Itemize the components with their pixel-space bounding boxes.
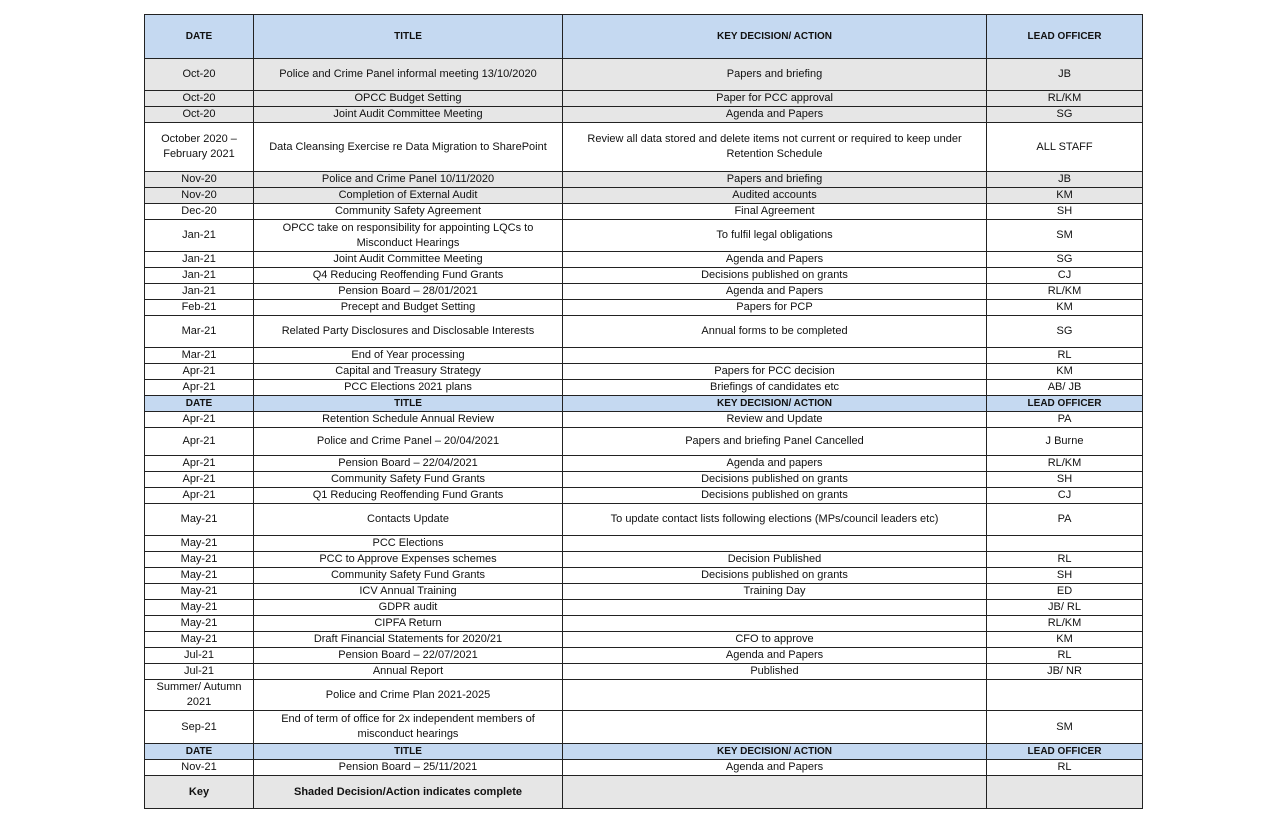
table-row	[145, 300, 1143, 316]
cell-title: Contacts Update	[254, 504, 563, 536]
cell-date: Apr-21	[145, 428, 254, 456]
cell-date: Oct-20	[145, 59, 254, 91]
cell-title: Police and Crime Plan 2021-2025	[254, 680, 563, 711]
table-row	[145, 364, 1143, 380]
cell-title: Police and Crime Panel 10/11/2020	[254, 172, 563, 188]
cell-title: End of term of office for 2x independent members of misconduct hearings	[254, 711, 563, 744]
cell-title: Community Safety Fund Grants	[254, 568, 563, 584]
table-row	[145, 648, 1143, 664]
cell-title: Capital and Treasury Strategy	[254, 364, 563, 380]
header-title: TITLE	[254, 396, 563, 412]
cell-action: Papers for PCC decision	[563, 364, 987, 380]
cell-title: Q1 Reducing Reoffending Fund Grants	[254, 488, 563, 504]
cell-action: Papers for PCP	[563, 300, 987, 316]
cell-date: Feb-21	[145, 300, 254, 316]
table-row	[145, 284, 1143, 300]
cell-action: Agenda and Papers	[563, 284, 987, 300]
cell-action: Final Agreement	[563, 204, 987, 220]
table-header-row	[145, 396, 1143, 412]
cell-title: ICV Annual Training	[254, 584, 563, 600]
cell-lead-officer: RL	[987, 552, 1143, 568]
cell-date: May-21	[145, 504, 254, 536]
table-row	[145, 472, 1143, 488]
cell-lead-officer: RL/KM	[987, 456, 1143, 472]
cell-lead-officer: JB/ NR	[987, 664, 1143, 680]
table-row	[145, 107, 1143, 123]
cell-lead-officer: SG	[987, 107, 1143, 123]
cell-date: May-21	[145, 600, 254, 616]
table-row	[145, 380, 1143, 396]
cell-date: May-21	[145, 616, 254, 632]
cell-date: Nov-21	[145, 760, 254, 776]
cell-date: Mar-21	[145, 316, 254, 348]
cell-title: Community Safety Agreement	[254, 204, 563, 220]
table-row	[145, 348, 1143, 364]
cell-title: Joint Audit Committee Meeting	[254, 252, 563, 268]
cell-action: Audited accounts	[563, 188, 987, 204]
cell-action: To fulfil legal obligations	[563, 220, 987, 252]
cell-lead-officer: SH	[987, 204, 1143, 220]
table-row	[145, 172, 1143, 188]
cell-title: Pension Board – 22/04/2021	[254, 456, 563, 472]
cell-title: Pension Board – 22/07/2021	[254, 648, 563, 664]
cell-action: Briefings of candidates etc	[563, 380, 987, 396]
cell-date: Jan-21	[145, 268, 254, 284]
cell-title: Q4 Reducing Reoffending Fund Grants	[254, 268, 563, 284]
cell-date: Apr-21	[145, 488, 254, 504]
cell-lead-officer: KM	[987, 300, 1143, 316]
cell-lead-officer: ALL STAFF	[987, 123, 1143, 172]
cell-date: May-21	[145, 584, 254, 600]
cell-lead-officer: JB/ RL	[987, 600, 1143, 616]
cell-lead-officer: KM	[987, 188, 1143, 204]
table-row	[145, 204, 1143, 220]
cell-lead-officer: RL/KM	[987, 284, 1143, 300]
cell-lead-officer: CJ	[987, 488, 1143, 504]
cell-title: Joint Audit Committee Meeting	[254, 107, 563, 123]
key-row	[145, 776, 1143, 809]
header-date: DATE	[145, 15, 254, 59]
cell-action: Training Day	[563, 584, 987, 600]
cell-date: Jan-21	[145, 252, 254, 268]
table-row	[145, 220, 1143, 252]
cell-action: Decisions published on grants	[563, 568, 987, 584]
cell-lead-officer: RL	[987, 760, 1143, 776]
cell-action: Paper for PCC approval	[563, 91, 987, 107]
cell-lead-officer: ED	[987, 584, 1143, 600]
cell-date: May-21	[145, 552, 254, 568]
cell-action: Agenda and papers	[563, 456, 987, 472]
cell-action: Decisions published on grants	[563, 472, 987, 488]
cell-action: Agenda and Papers	[563, 107, 987, 123]
cell-title: Pension Board – 25/11/2021	[254, 760, 563, 776]
table-row	[145, 568, 1143, 584]
cell-date: Oct-20	[145, 91, 254, 107]
cell-title: Precept and Budget Setting	[254, 300, 563, 316]
cell-action: CFO to approve	[563, 632, 987, 648]
header-title: TITLE	[254, 744, 563, 760]
cell-date: Mar-21	[145, 348, 254, 364]
cell-lead-officer: JB	[987, 59, 1143, 91]
cell-title: Police and Crime Panel informal meeting 13/10/2020	[254, 59, 563, 91]
cell-lead-officer: AB/ JB	[987, 380, 1143, 396]
cell-action: Agenda and Papers	[563, 648, 987, 664]
cell-action	[563, 536, 987, 552]
table-row	[145, 488, 1143, 504]
cell-title: OPCC take on responsibility for appointing LQCs to Misconduct Hearings	[254, 220, 563, 252]
cell-title: GDPR audit	[254, 600, 563, 616]
cell-lead-officer: SM	[987, 220, 1143, 252]
cell-lead-officer: SG	[987, 252, 1143, 268]
header-date: DATE	[145, 396, 254, 412]
table-header-row	[145, 744, 1143, 760]
cell-date: Jan-21	[145, 284, 254, 300]
cell-title: Data Cleansing Exercise re Data Migration to SharePoint	[254, 123, 563, 172]
cell-action: Agenda and Papers	[563, 760, 987, 776]
cell-date: Jan-21	[145, 220, 254, 252]
cell-date: Apr-21	[145, 456, 254, 472]
cell-action: Annual forms to be completed	[563, 316, 987, 348]
cell-title: Pension Board – 28/01/2021	[254, 284, 563, 300]
table-row	[145, 252, 1143, 268]
cell-title: OPCC Budget Setting	[254, 91, 563, 107]
header-lead-officer: LEAD OFFICER	[987, 396, 1143, 412]
table-row	[145, 711, 1143, 744]
cell-lead-officer: PA	[987, 504, 1143, 536]
table-row	[145, 552, 1143, 568]
cell-action	[563, 616, 987, 632]
key-text: Shaded Decision/Action indicates complete	[254, 776, 563, 809]
key-empty-action	[563, 776, 987, 809]
cell-action: To update contact lists following elections (MPs/council leaders etc)	[563, 504, 987, 536]
cell-date: Apr-21	[145, 364, 254, 380]
cell-action: Decisions published on grants	[563, 268, 987, 284]
table-row	[145, 456, 1143, 472]
cell-date: Nov-20	[145, 188, 254, 204]
cell-date: Jul-21	[145, 664, 254, 680]
cell-date: Sep-21	[145, 711, 254, 744]
table-row	[145, 188, 1143, 204]
cell-lead-officer: SH	[987, 568, 1143, 584]
header-action: KEY DECISION/ ACTION	[563, 744, 987, 760]
table-row	[145, 412, 1143, 428]
forward-plan-table	[144, 14, 1143, 809]
cell-lead-officer: SH	[987, 472, 1143, 488]
cell-action	[563, 348, 987, 364]
cell-action: Review all data stored and delete items not current or required to keep under Retention Schedule	[563, 123, 987, 172]
cell-lead-officer: KM	[987, 632, 1143, 648]
cell-action: Papers and briefing	[563, 59, 987, 91]
cell-action: Papers and briefing	[563, 172, 987, 188]
cell-title: End of Year processing	[254, 348, 563, 364]
cell-date: Apr-21	[145, 380, 254, 396]
cell-date: Dec-20	[145, 204, 254, 220]
header-lead-officer: LEAD OFFICER	[987, 744, 1143, 760]
cell-action: Decisions published on grants	[563, 488, 987, 504]
cell-lead-officer	[987, 536, 1143, 552]
cell-title: CIPFA Return	[254, 616, 563, 632]
cell-lead-officer: SG	[987, 316, 1143, 348]
cell-lead-officer: SM	[987, 711, 1143, 744]
cell-date: May-21	[145, 568, 254, 584]
table-row	[145, 428, 1143, 456]
table-row	[145, 632, 1143, 648]
cell-action	[563, 711, 987, 744]
cell-title: Retention Schedule Annual Review	[254, 412, 563, 428]
header-title: TITLE	[254, 15, 563, 59]
cell-date: May-21	[145, 632, 254, 648]
table-row	[145, 59, 1143, 91]
cell-date: Apr-21	[145, 412, 254, 428]
table-row	[145, 91, 1143, 107]
header-action: KEY DECISION/ ACTION	[563, 15, 987, 59]
table-row	[145, 760, 1143, 776]
header-lead-officer: LEAD OFFICER	[987, 15, 1143, 59]
cell-action: Agenda and Papers	[563, 252, 987, 268]
table-row	[145, 584, 1143, 600]
cell-lead-officer: RL/KM	[987, 616, 1143, 632]
cell-title: PCC to Approve Expenses schemes	[254, 552, 563, 568]
cell-date: Apr-21	[145, 472, 254, 488]
cell-title: Community Safety Fund Grants	[254, 472, 563, 488]
header-date: DATE	[145, 744, 254, 760]
cell-action: Papers and briefing Panel Cancelled	[563, 428, 987, 456]
cell-title: Draft Financial Statements for 2020/21	[254, 632, 563, 648]
table-row	[145, 600, 1143, 616]
cell-action	[563, 680, 987, 711]
cell-title: Annual Report	[254, 664, 563, 680]
cell-lead-officer: J Burne	[987, 428, 1143, 456]
table-row	[145, 316, 1143, 348]
cell-title: Police and Crime Panel – 20/04/2021	[254, 428, 563, 456]
key-label: Key	[145, 776, 254, 809]
cell-action: Review and Update	[563, 412, 987, 428]
cell-date: May-21	[145, 536, 254, 552]
table-row	[145, 504, 1143, 536]
table-row	[145, 268, 1143, 284]
cell-lead-officer	[987, 680, 1143, 711]
table-row	[145, 123, 1143, 172]
cell-title: PCC Elections 2021 plans	[254, 380, 563, 396]
table-row	[145, 680, 1143, 711]
cell-date: October 2020 – February 2021	[145, 123, 254, 172]
cell-date: Summer/ Autumn 2021	[145, 680, 254, 711]
table-row	[145, 536, 1143, 552]
cell-lead-officer: RL	[987, 648, 1143, 664]
cell-action: Published	[563, 664, 987, 680]
key-empty-lead	[987, 776, 1143, 809]
cell-title: Related Party Disclosures and Disclosable Interests	[254, 316, 563, 348]
cell-date: Jul-21	[145, 648, 254, 664]
cell-date: Nov-20	[145, 172, 254, 188]
cell-title: PCC Elections	[254, 536, 563, 552]
cell-lead-officer: JB	[987, 172, 1143, 188]
table-header-row	[145, 15, 1143, 59]
table-row	[145, 616, 1143, 632]
cell-action: Decision Published	[563, 552, 987, 568]
cell-action	[563, 600, 987, 616]
cell-lead-officer: RL	[987, 348, 1143, 364]
cell-lead-officer: RL/KM	[987, 91, 1143, 107]
cell-date: Oct-20	[145, 107, 254, 123]
cell-title: Completion of External Audit	[254, 188, 563, 204]
table-row	[145, 664, 1143, 680]
cell-lead-officer: PA	[987, 412, 1143, 428]
header-action: KEY DECISION/ ACTION	[563, 396, 987, 412]
cell-lead-officer: CJ	[987, 268, 1143, 284]
cell-lead-officer: KM	[987, 364, 1143, 380]
